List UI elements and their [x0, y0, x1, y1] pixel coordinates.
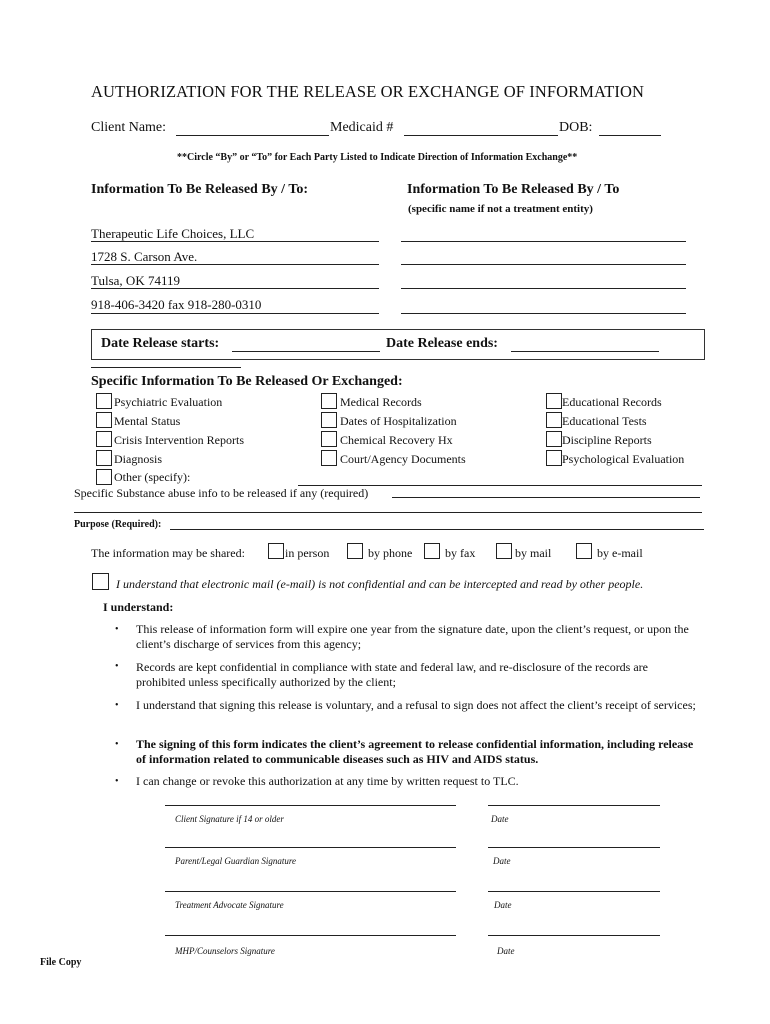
purpose-field[interactable] — [170, 529, 704, 530]
label-other: Other (specify): — [114, 470, 191, 484]
checkbox-email-acknowledgement[interactable] — [92, 573, 109, 590]
divider — [91, 367, 241, 368]
bullet-icon: • — [115, 661, 119, 672]
file-copy-label: File Copy — [40, 957, 82, 968]
dob-label: DOB: — [559, 120, 593, 135]
left-party-underline — [91, 264, 379, 265]
date-start-label: Date Release starts: — [101, 336, 220, 351]
right-party-subheading: (specific name if not a treatment entity) — [408, 203, 593, 215]
guardian-signature-date-label: Date — [493, 856, 511, 866]
advocate-signature-date-line[interactable] — [488, 891, 660, 892]
label-by-mail: by mail — [515, 546, 552, 560]
label-by-phone: by phone — [368, 546, 413, 560]
checkbox-crisis-intervention[interactable] — [96, 431, 112, 447]
label-educational-records: Educational Records — [562, 395, 662, 409]
checkbox-in-person[interactable] — [268, 543, 284, 559]
understand-heading: I understand: — [103, 600, 174, 614]
guardian-signature-date-line[interactable] — [488, 847, 660, 848]
right-party-line-4[interactable] — [401, 313, 686, 314]
label-by-fax: by fax — [445, 546, 476, 560]
counselor-signature-date-line[interactable] — [488, 935, 660, 936]
medicaid-field[interactable] — [404, 135, 558, 136]
checkbox-chemical-recovery[interactable] — [321, 431, 337, 447]
checkbox-court-agency-documents[interactable] — [321, 450, 337, 466]
label-court-agency-documents: Court/Agency Documents — [340, 452, 466, 466]
right-party-line-2[interactable] — [401, 264, 686, 265]
left-party-underline — [91, 288, 379, 289]
party-name-line: Therapeutic Life Choices, LLC — [91, 226, 255, 241]
bullet-icon: • — [115, 739, 119, 750]
label-discipline-reports: Discipline Reports — [562, 433, 652, 447]
understand-item-agreement: The signing of this form indicates the client’s agreement to release confidential information, including release of information related to communicable diseases such as HIV and AIDS status. — [136, 737, 694, 766]
counselor-signature-date-label: Date — [497, 946, 515, 956]
left-party-underline — [91, 313, 379, 314]
substance-label: Specific Substance abuse info to be released if any (required) — [74, 486, 369, 500]
checkbox-mental-status[interactable] — [96, 412, 112, 428]
substance-field-2[interactable] — [74, 512, 702, 513]
checkbox-psychological-evaluation[interactable] — [546, 450, 562, 466]
date-start-field[interactable] — [232, 351, 380, 352]
label-medical-records: Medical Records — [340, 395, 422, 409]
right-party-heading: Information To Be Released By / To — [407, 182, 620, 197]
dob-field[interactable] — [599, 135, 661, 136]
checkbox-educational-tests[interactable] — [546, 412, 562, 428]
label-dates-of-hospitalization: Dates of Hospitalization — [340, 414, 457, 428]
guardian-signature-label: Parent/Legal Guardian Signature — [175, 856, 296, 866]
date-end-field[interactable] — [511, 351, 659, 352]
purpose-label: Purpose (Required): — [74, 519, 162, 530]
client-signature-line[interactable] — [165, 805, 456, 806]
checkbox-diagnosis[interactable] — [96, 450, 112, 466]
checkbox-discipline-reports[interactable] — [546, 431, 562, 447]
client-signature-date-line[interactable] — [488, 805, 660, 806]
client-signature-label: Client Signature if 14 or older — [175, 814, 284, 824]
checkbox-by-fax[interactable] — [424, 543, 440, 559]
checkbox-medical-records[interactable] — [321, 393, 337, 409]
medicaid-label: Medicaid # — [330, 120, 394, 135]
bullet-icon: • — [115, 624, 119, 635]
understand-item-expiry: This release of information form will expire one year from the signature date, upon the client’s request, or upon the client’s discharge of services from this agency; — [136, 622, 689, 651]
understand-item-revoke: I can change or revoke this authorization at any time by written request to TLC. — [136, 774, 519, 788]
client-signature-date-label: Date — [491, 814, 509, 824]
counselor-signature-label: MHP/Counselors Signature — [175, 946, 275, 956]
checkbox-by-email[interactable] — [576, 543, 592, 559]
party-phone-line: 918-406-3420 fax 918-280-0310 — [91, 297, 262, 312]
checkbox-psychiatric-evaluation[interactable] — [96, 393, 112, 409]
counselor-signature-line[interactable] — [165, 935, 456, 936]
understand-item-confidential: Records are kept confidential in compliance with state and federal law, and re-disclosure of the records are prohibited unless specifically authorized by the client; — [136, 660, 649, 689]
label-psychological-evaluation: Psychological Evaluation — [562, 452, 685, 466]
advocate-signature-date-label: Date — [494, 900, 512, 910]
email-acknowledgement-text: I understand that electronic mail (e-mail) is not confidential and can be intercepted and read by other people. — [116, 577, 644, 591]
guardian-signature-line[interactable] — [165, 847, 456, 848]
label-chemical-recovery: Chemical Recovery Hx — [340, 433, 453, 447]
label-diagnosis: Diagnosis — [114, 452, 162, 466]
right-party-line-1[interactable] — [401, 241, 686, 242]
circle-instruction: **Circle “By” or “To” for Each Party Listed to Indicate Direction of Information Exchange** — [177, 152, 578, 163]
specific-info-heading: Specific Information To Be Released Or Exchanged: — [91, 374, 403, 389]
form-title: AUTHORIZATION FOR THE RELEASE OR EXCHANGE OF INFORMATION — [91, 82, 644, 101]
bullet-icon: • — [115, 776, 119, 787]
bullet-icon: • — [115, 700, 119, 711]
party-city-line: Tulsa, OK 74119 — [91, 273, 180, 288]
date-end-label: Date Release ends: — [386, 336, 498, 351]
left-party-underline — [91, 241, 379, 242]
checkbox-other[interactable] — [96, 469, 112, 485]
party-address-line: 1728 S. Carson Ave. — [91, 249, 198, 264]
sharing-label: The information may be shared: — [91, 546, 245, 560]
checkbox-educational-records[interactable] — [546, 393, 562, 409]
advocate-signature-label: Treatment Advocate Signature — [175, 900, 284, 910]
right-party-line-3[interactable] — [401, 288, 686, 289]
label-mental-status: Mental Status — [114, 414, 181, 428]
label-by-email: by e-mail — [597, 546, 643, 560]
checkbox-dates-of-hospitalization[interactable] — [321, 412, 337, 428]
advocate-signature-line[interactable] — [165, 891, 456, 892]
understand-item-voluntary: I understand that signing this release is voluntary, and a refusal to sign does not affect the client’s receipt of services; — [136, 698, 696, 712]
client-name-field[interactable] — [176, 135, 329, 136]
substance-field[interactable] — [392, 497, 700, 498]
checkbox-by-mail[interactable] — [496, 543, 512, 559]
label-in-person: in person — [285, 546, 330, 560]
client-name-label: Client Name: — [91, 120, 167, 135]
left-party-heading: Information To Be Released By / To: — [91, 182, 309, 197]
label-psychiatric-evaluation: Psychiatric Evaluation — [114, 395, 223, 409]
label-crisis-intervention: Crisis Intervention Reports — [114, 433, 244, 447]
checkbox-by-phone[interactable] — [347, 543, 363, 559]
label-educational-tests: Educational Tests — [562, 414, 647, 428]
